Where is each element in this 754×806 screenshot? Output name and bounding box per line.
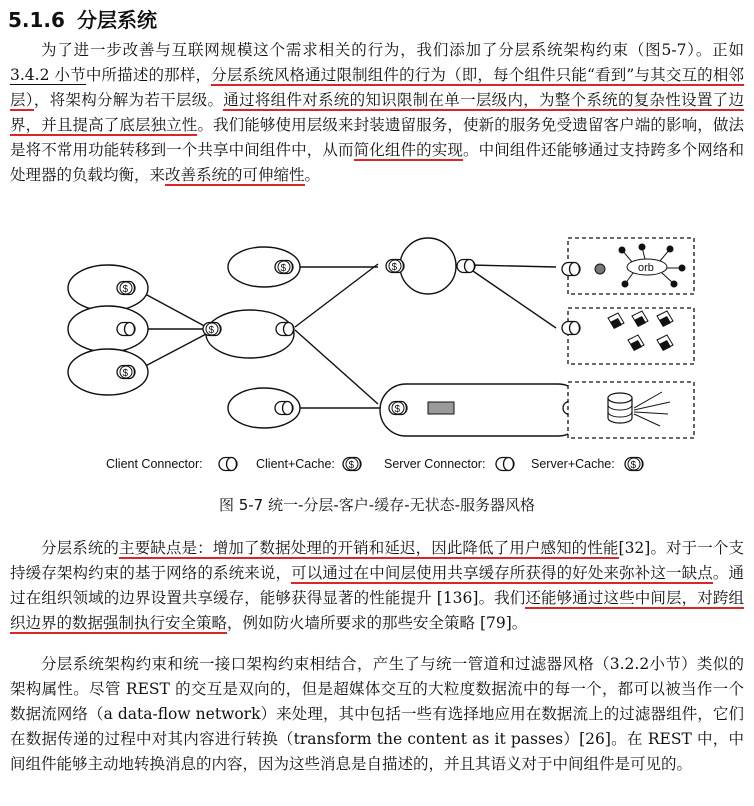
section-title: 分层系统 (76, 8, 157, 32)
legend-server-cache: Server+Cache: (531, 457, 615, 471)
text-run: ，例如防火墙所要求的那些安全策略 [79]。 (227, 614, 528, 632)
text-run: ，将架构分解为若干层级。 (33, 91, 224, 109)
cache-symbol: $ (122, 284, 129, 295)
architecture-diagram (0, 222, 754, 482)
legend (106, 457, 643, 471)
legend-server-connector: Server Connector: (384, 457, 486, 471)
orb-label: orb (638, 262, 654, 274)
cache-symbol: $ (280, 263, 287, 274)
paragraph-1 (10, 38, 744, 188)
client-component (228, 388, 300, 428)
orb-server (562, 238, 694, 294)
highlight-underline: 还能够通过这些中间层，对跨组织边界的数据强制执行安全策略 (10, 589, 744, 632)
client-component (68, 306, 148, 352)
figure-caption: 图 5-7 统一-分层-客户-缓存-无状态-服务器风格 (218, 496, 536, 514)
text-run: 。 (304, 166, 321, 184)
section-reference-link[interactable]: 3.4.2 小节 (10, 66, 86, 84)
cache-symbol: $ (122, 368, 129, 379)
paragraph-2 (10, 536, 744, 636)
cache-symbol: $ (208, 325, 215, 336)
cache-symbol: $ (630, 460, 637, 471)
highlight-underline: 改善系统的可伸缩性 (165, 166, 305, 184)
client-component (68, 265, 148, 311)
highlight-underline: 分层系统风格通过限制组件的行为（即，每个组件只能“看到”与其交互的相邻层） (10, 66, 744, 109)
section-heading (8, 4, 157, 33)
server-gateway-component (380, 384, 584, 436)
intermediary-component (203, 310, 294, 358)
text-run: 分层系统的 (41, 539, 120, 557)
paragraph-3: 分层系统架构约束和统一接口架构约束相结合，产生了与统一管道和过滤器风格（3.2.2小节）类似的架构属性。尽管 REST 的交互是双向的，但是超媒体交互的大粒度数据流中的每一个，都可以被当作一个数据流网络（a data-flow network）来处理，其中包括一些有选择地应用在数据流上的过滤器组件，它们在数据传递的过程中对其内容进行转换（transform the content as it passes）[26]。在 REST 中，中间组件能够主动地转换消息的内容，因为这些消息是自描述的，并且其语义对于中间组件是可见的。 (10, 655, 744, 773)
cache-symbol: $ (394, 404, 401, 415)
file-server (562, 308, 694, 364)
highlight-underline: 可以通过在中间层使用共享缓存所获得的好处来弥补这一缺点 (291, 564, 713, 582)
database-server (568, 382, 694, 438)
text-run: [32]。对于一个支持缓存架构约束的基于网络的系统来说， (10, 539, 744, 582)
gateway-component (386, 238, 475, 294)
text-run: 。中间组件还能够通过支持跨多个网络和处理器的负载均衡，来 (10, 141, 744, 184)
text-run: 。通过在组织领域的边界设置共享缓存，能够获得显著的性能提升 [136]。我们 (10, 564, 744, 607)
legend-client-cache: Client+Cache: (256, 457, 335, 471)
section-number: 5.1.6 (8, 8, 65, 32)
highlight-underline: 主要缺点是：增加了数据处理的开销和延迟，因此降低了用户感知的性能 (119, 539, 619, 557)
text-run: 。我们能够使用层级来封装遗留服务，使新的服务免受遗留客户端的影响，做法是将不常用功能转移到一个共享中间组件中，从而 (10, 116, 744, 159)
client-component (228, 247, 300, 287)
legend-client-connector: Client Connector: (106, 457, 203, 471)
text-run: 为了进一步改善与互联网规模这个需求相关的行为，我们添加了分层系统架构约束（图5-7）。正如 (41, 41, 744, 59)
highlight-underline: 通过将组件对系统的知识限制在单一层级内，为整个系统的复杂性设置了边界，并且提高了底层独立性 (10, 91, 744, 134)
client-component (68, 349, 148, 395)
highlight-underline: 简化组件的实现 (353, 141, 463, 159)
cache-symbol: $ (391, 262, 398, 273)
cache-symbol: $ (348, 460, 355, 471)
text-run: 中所描述的那样， (85, 66, 212, 84)
